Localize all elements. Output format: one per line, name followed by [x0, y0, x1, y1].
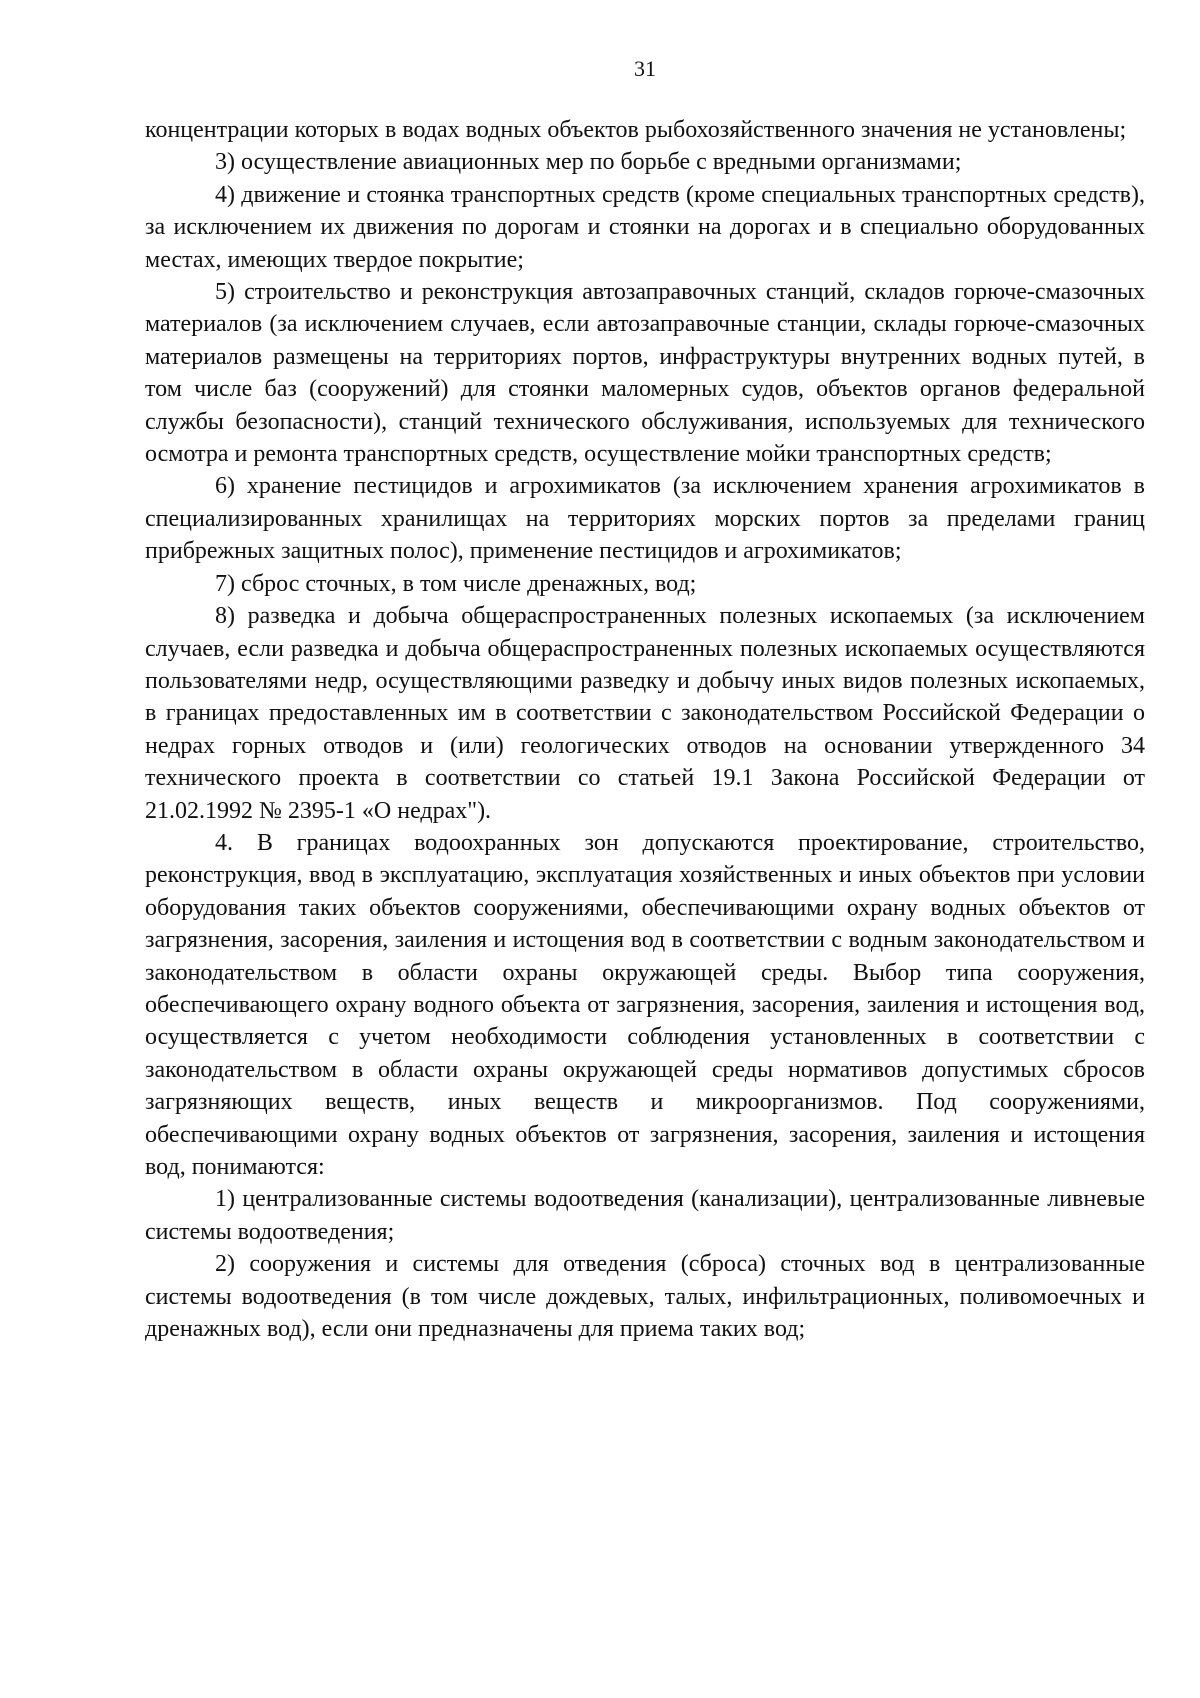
paragraph-item-4: 4) движение и стоянка транспортных средств (кроме специальных транспортных средств), за исключением их движения по дорогам и стоянки на дорогах и в специально оборудованных местах, имеющих твердое покрытие; [145, 181, 1145, 273]
paragraph-item-3: 3) осуществление авиационных мер по борьбе с вредными организмами; [215, 149, 962, 176]
paragraph-subitem-2: 2) сооружения и системы для отведения (сброса) сточных вод в централизованные системы водоотведения (в том числе дождевых, талых, инфильтрационных, поливомоечных и дренажных вод), если они предназначены для приема таких вод; [145, 1251, 1145, 1343]
paragraph-subitem-1: 1) централизованные системы водоотведения (канализации), централизованные ливневые системы водоотведения; [145, 1186, 1145, 1245]
paragraph-section-4: 4. В границах водоохранных зон допускаются проектирование, строительство, реконструкция, ввод в эксплуатацию, эксплуатация хозяйственных и иных объектов при условии оборудования таких объектов сооружениями, обеспечивающими охрану водных объектов от загрязнения, засорения, заиления и истощения вод в соответствии с водным законодательством и законодательством в области охраны окружающей среды. Выбор типа сооружения, обеспечивающего охрану водного объекта от загрязнения, засорения, заиления и истощения вод, осуществляется с учетом необходимости соблюдения установленных в соответствии с законодательством в области охраны окружающей среды нормативов допустимых сбросов загрязняющих веществ, иных веществ и микроорганизмов. Под сооружениями, обеспечивающими охрану водных объектов от загрязнения, засорения, заиления и истощения вод, понимаются: [145, 829, 1145, 1180]
paragraph-item-8: 8) разведка и добыча общераспространенных полезных ископаемых (за исключением случаев, если разведка и добыча общераспространенных полезных ископаемых осуществляются пользователями недр, осуществляющими разведку и добычу иных видов полезных ископаемых, в границах предоставленных им в соответствии с законодательством Российской Федерации о недрах горных отводов и (или) геологических отводов на основании утвержденного 34 технического проекта в соответствии со статьей 19.1 Закона Российской Федерации от 21.02.1992 № 2395-1 «О недрах"). [145, 603, 1145, 824]
document-body [145, 114, 1145, 1345]
paragraph-item-6: 6) хранение пестицидов и агрохимикатов (за исключением хранения агрохимикатов в специализированных хранилищах на территориях морских портов за пределами границ прибрежных защитных полос), применение пестицидов и агрохимикатов; [145, 473, 1145, 565]
paragraph-item-5: 5) строительство и реконструкция автозаправочных станций, складов горюче-смазочных материалов (за исключением случаев, если автозаправочные станции, склады горюче-смазочных материалов размещены на территориях портов, инфраструктуры внутренних водных путей, в том числе баз (сооружений) для стоянки маломерных судов, объектов органов федеральной службы безопасности), станций технического обслуживания, используемых для технического осмотра и ремонта транспортных средств, осуществление мойки транспортных средств; [145, 279, 1145, 468]
page-number: 31 [634, 56, 656, 81]
paragraph-continuation: концентрации которых в водах водных объектов рыбохозяйственного значения не установлены; [145, 117, 1127, 143]
paragraph-item-7: 7) сброс сточных, в том числе дренажных, вод; [215, 570, 697, 597]
